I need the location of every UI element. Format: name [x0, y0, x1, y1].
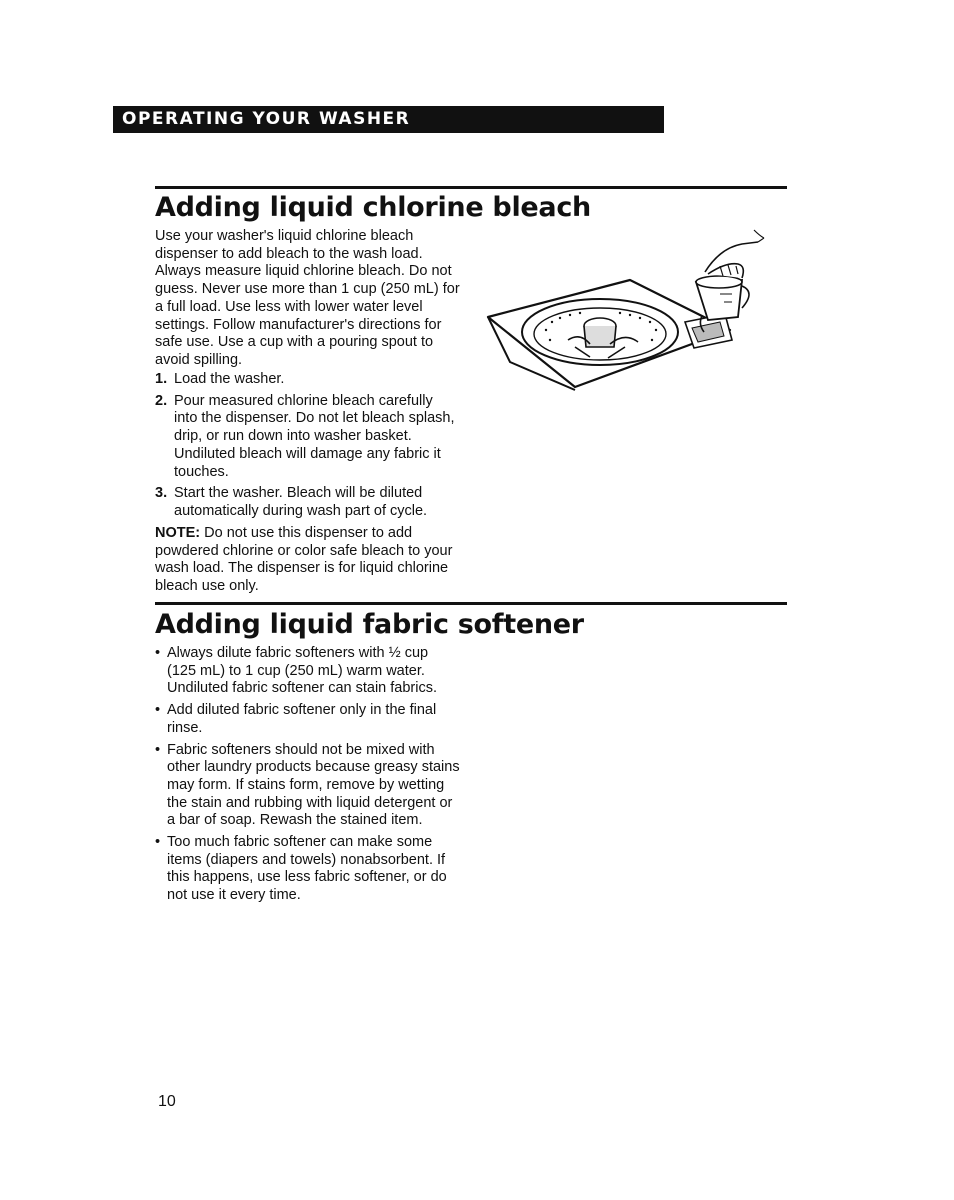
bullet-text: Too much fabric softener can make some items (diapers and towels) nonabsorbent. If this happens, use less fabric softener, or do not use it every time. — [167, 834, 447, 904]
bullet-symbol: • — [155, 834, 161, 851]
step-number: 2. — [155, 392, 168, 409]
step-item — [155, 393, 460, 482]
step-number: 1. — [155, 371, 168, 387]
bullet-text: Fabric softeners should not be mixed with other laundry products because greasy stains may form. If stains form, remove by wetting the stain and rubbing with liquid detergent or a bar of soap. Rewash the stained item. — [167, 741, 460, 829]
note-label: NOTE: — [155, 525, 201, 541]
bullet-symbol: • — [155, 645, 161, 661]
step-text: Pour measured chlorine bleach carefully into the dispenser. Do not let bleach splash, drip, or run down into washer basket. Undiluted bleach will damage any fabric it touches. — [174, 392, 455, 480]
bleach-steps — [155, 371, 460, 525]
bleach-intro — [155, 228, 460, 370]
bleach-heading: Adding liquid chlorine bleach — [155, 192, 591, 223]
section-divider — [155, 186, 787, 189]
bullet-item — [155, 702, 460, 737]
bullet-symbol: • — [155, 741, 161, 758]
bullet-item — [155, 742, 460, 831]
note-text: Do not use this dispenser to add powdered chlorine or color safe bleach to your wash load. The dispenser is for liquid chlorine bleach use only. — [155, 525, 453, 595]
page-number: 10 — [158, 1093, 176, 1110]
step-item — [155, 485, 460, 520]
step-text: Load the washer. — [174, 371, 285, 387]
bullet-text: Always dilute fabric softeners with ½ cup (125 mL) to 1 cup (250 mL) warm water. Undiluted fabric softener can stain fabrics. — [167, 645, 437, 697]
step-text: Start the washer. Bleach will be diluted automatically during wash part of cycle. — [174, 485, 428, 519]
step-number: 3. — [155, 485, 168, 502]
washer-bleach-illustration — [480, 222, 770, 397]
softener-heading: Adding liquid fabric softener — [155, 609, 584, 640]
section-banner: OPERATING YOUR WASHER — [113, 106, 664, 133]
bullet-item — [155, 834, 460, 905]
section-divider — [155, 602, 787, 605]
step-item — [155, 371, 460, 389]
bullet-symbol: • — [155, 702, 161, 719]
bullet-item — [155, 645, 460, 698]
bullet-text: Add diluted fabric softener only in the final rinse. — [167, 702, 437, 736]
bleach-note — [155, 525, 460, 596]
bleach-intro-text: Use your washer's liquid chlorine bleach dispenser to add bleach to the wash load. Always measure liquid chlorine bleach. Do not guess. Never use more than 1 cup (250 mL) for a full load. Use less with lower water level settings. Follow manufacturer's directions for safe use. Use a cup with a pouring spout to avoid spilling. — [155, 228, 460, 368]
softener-bullets — [155, 645, 460, 909]
